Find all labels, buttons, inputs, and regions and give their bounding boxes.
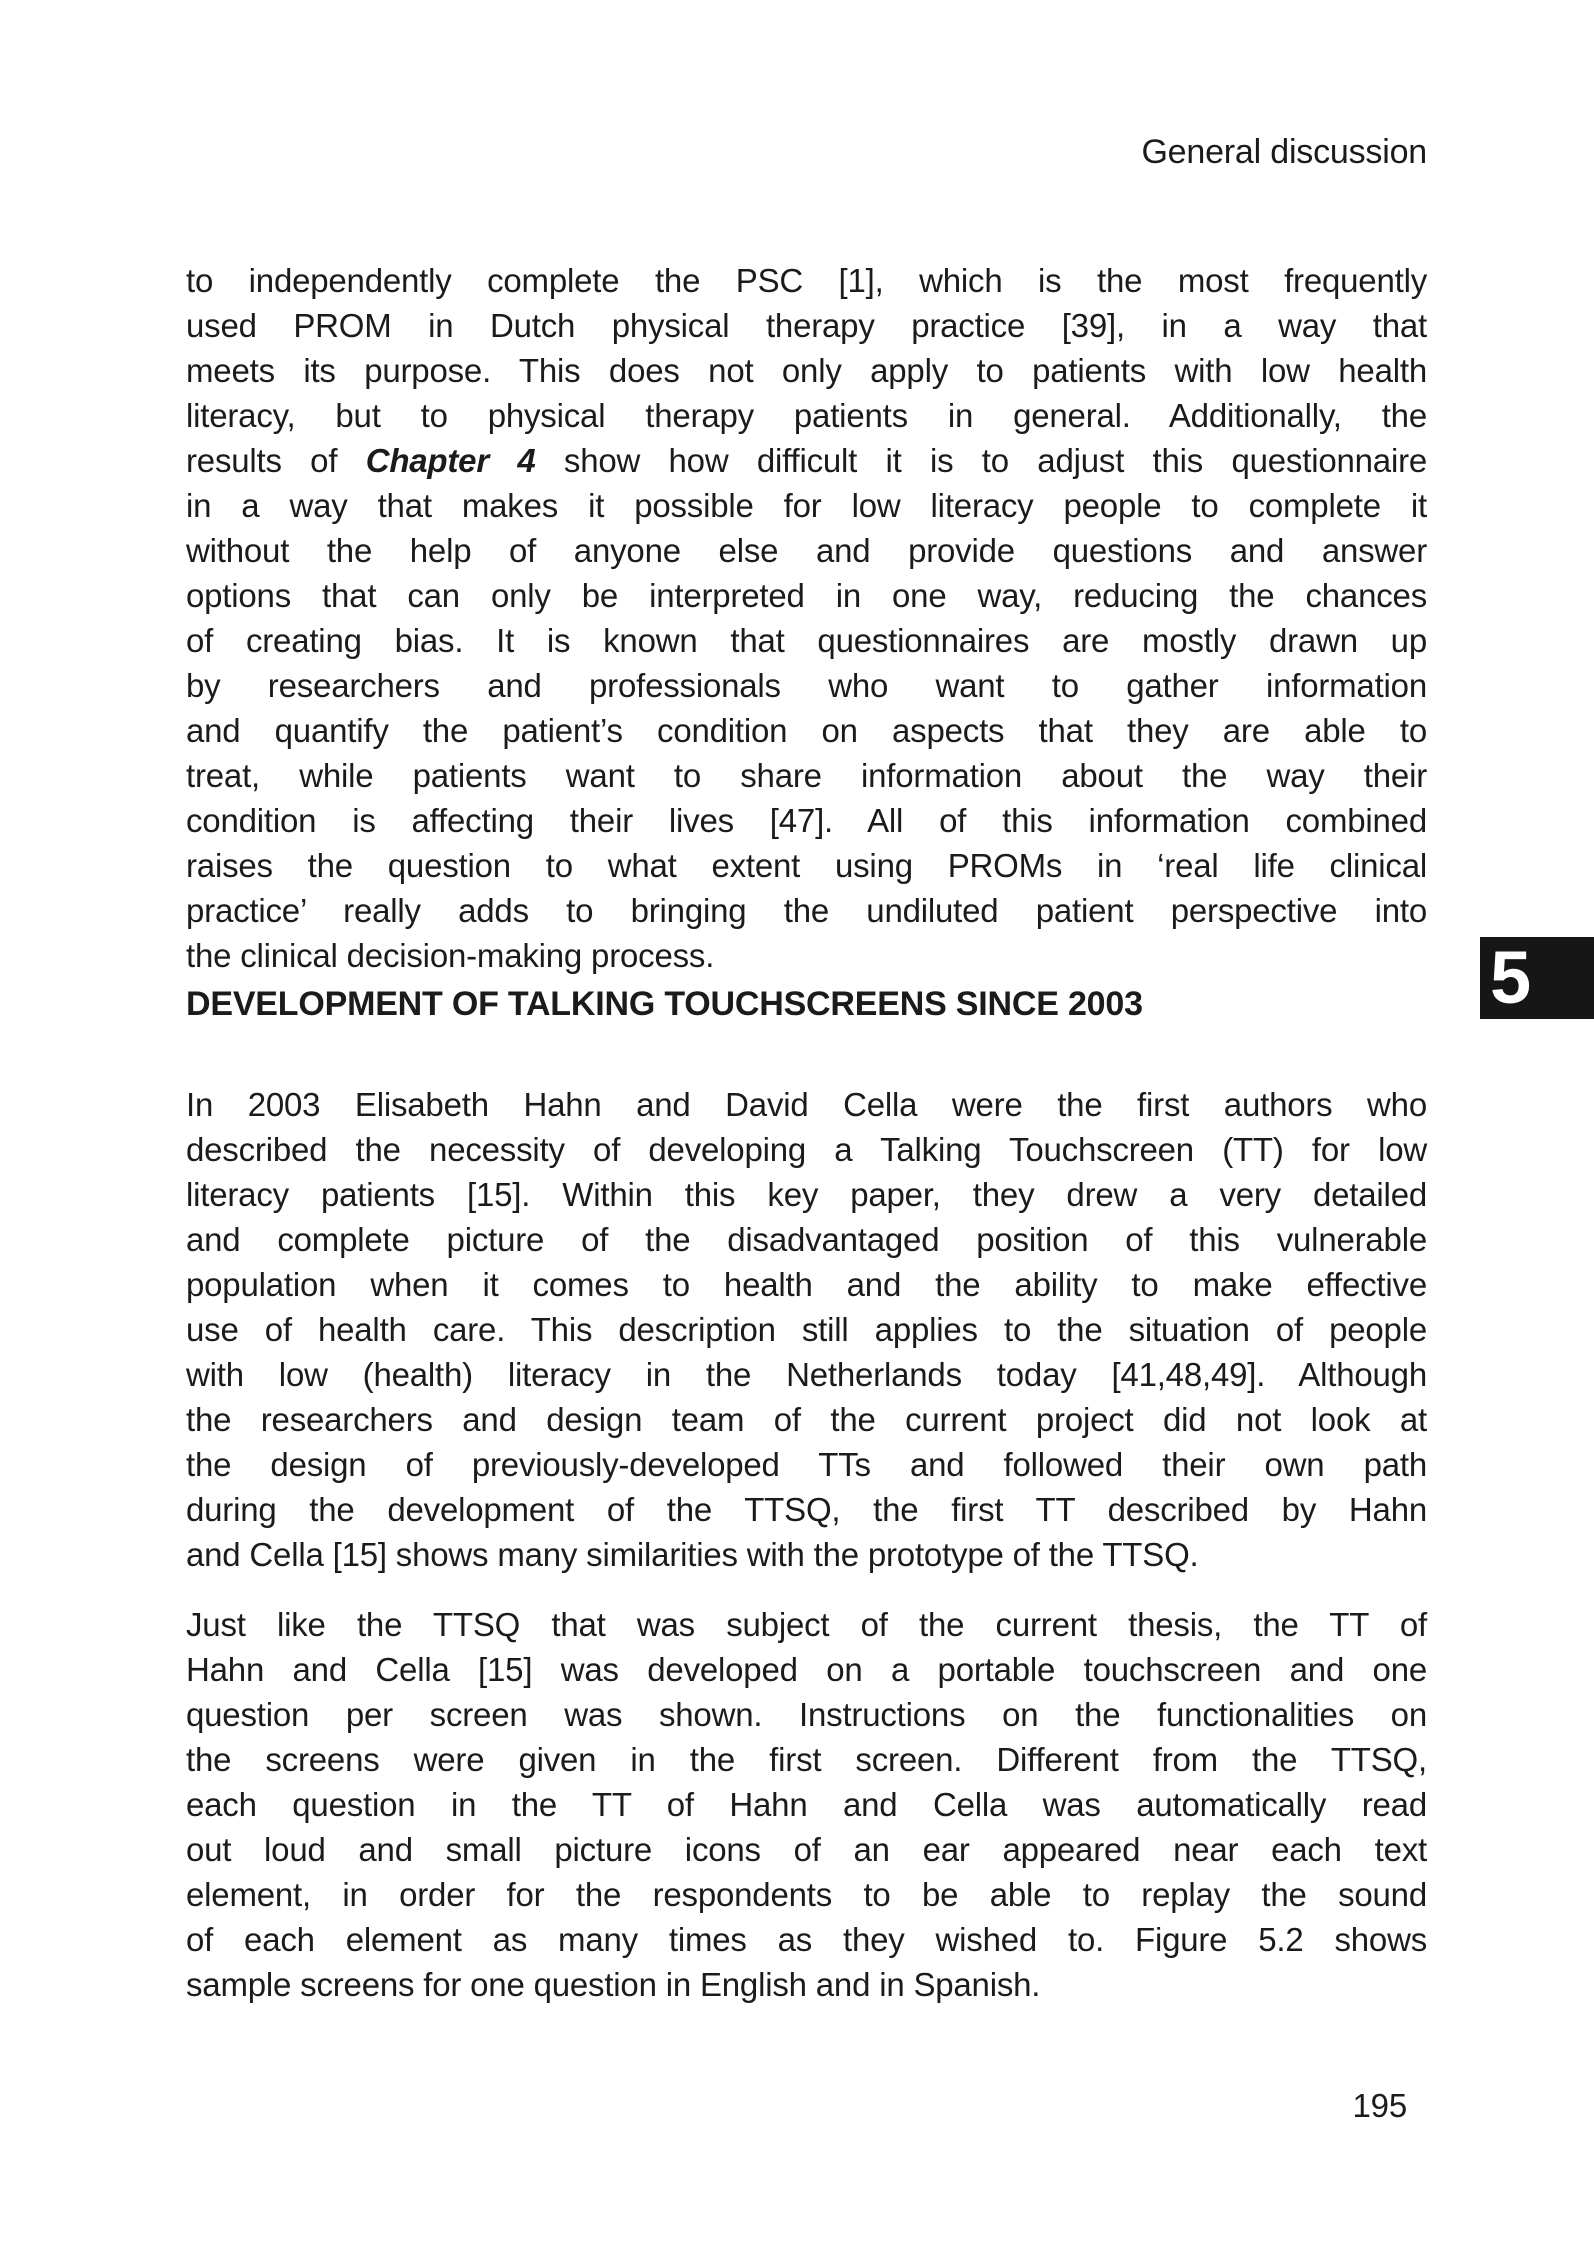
text-line: treat, while patients want to share information about the way their (186, 757, 1427, 794)
text-line: to independently complete the PSC [1], which is the most frequently (186, 262, 1427, 299)
text-line: Just like the TTSQ that was subject of the current thesis, the TT of (186, 1606, 1427, 1643)
text-line: raises the question to what extent using PROMs in ‘real life clinical (186, 847, 1427, 884)
text-line: with low (health) literacy in the Netherlands today [41,48,49]. Although (186, 1356, 1427, 1393)
text-line: results of Chapter 4 show how difficult it is to adjust this questionnaire (186, 442, 1428, 479)
text-line: during the development of the TTSQ, the first TT described by Hahn (186, 1491, 1427, 1528)
chapter-reference: Chapter 4 (365, 442, 536, 479)
chapter-tab-number: 5 (1490, 936, 1532, 1019)
text-line: literacy patients [15]. Within this key paper, they drew a very detailed (186, 1176, 1427, 1213)
text-line: and quantify the patient’s condition on aspects that they are able to (186, 712, 1427, 749)
text-line: question per screen was shown. Instructions on the functionalities on (186, 1696, 1427, 1733)
text-line: by researchers and professionals who want to gather information (186, 667, 1427, 704)
section-heading: DEVELOPMENT OF TALKING TOUCHSCREENS SINCE 2003 (186, 985, 1143, 1023)
text-line: the clinical decision-making process. (186, 937, 715, 974)
text-line: the researchers and design team of the current project did not look at (186, 1401, 1427, 1438)
text-line: and Cella [15] shows many similarities with the prototype of the TTSQ. (186, 1536, 1199, 1573)
paragraph-3 (186, 1602, 1427, 2007)
text-line: element, in order for the respondents to be able to replay the sound (186, 1876, 1427, 1913)
running-header: General discussion (1141, 133, 1427, 171)
text-line: condition is affecting their lives [47]. All of this information combined (186, 802, 1427, 839)
text-line: literacy, but to physical therapy patients in general. Additionally, the (186, 397, 1427, 434)
text-line: sample screens for one question in English and in Spanish. (186, 1966, 1041, 2003)
chapter-tab (1480, 937, 1594, 1019)
text-line: described the necessity of developing a Talking Touchscreen (TT) for low (186, 1131, 1427, 1168)
text-line: options that can only be interpreted in one way, reducing the chances (186, 577, 1427, 614)
text-line: Hahn and Cella [15] was developed on a portable touchscreen and one (186, 1651, 1427, 1688)
text-line: the screens were given in the first screen. Different from the TTSQ, (186, 1741, 1427, 1778)
text-line: of creating bias. It is known that questionnaires are mostly drawn up (186, 622, 1427, 659)
text-line: In 2003 Elisabeth Hahn and David Cella were the first authors who (186, 1086, 1427, 1123)
page-number: 195 (1352, 2087, 1407, 2124)
text-line: practice’ really adds to bringing the undiluted patient perspective into (186, 892, 1427, 929)
text-line: of each element as many times as they wished to. Figure 5.2 shows (186, 1921, 1427, 1958)
text-line: each question in the TT of Hahn and Cella was automatically read (186, 1786, 1427, 1823)
text-line: in a way that makes it possible for low literacy people to complete it (186, 487, 1427, 524)
text-line: and complete picture of the disadvantaged position of this vulnerable (186, 1221, 1427, 1258)
text-line: out loud and small picture icons of an ear appeared near each text (186, 1831, 1427, 1868)
text-line: use of health care. This description still applies to the situation of people (186, 1311, 1427, 1348)
text-line: without the help of anyone else and provide questions and answer (186, 532, 1427, 569)
text-line: the design of previously-developed TTs and followed their own path (186, 1446, 1427, 1483)
text-line: population when it comes to health and the ability to make effective (186, 1266, 1427, 1303)
text-line: meets its purpose. This does not only apply to patients with low health (186, 352, 1427, 389)
paragraph-1 (186, 258, 1427, 978)
text-line: used PROM in Dutch physical therapy practice [39], in a way that (186, 307, 1427, 344)
paragraph-2 (186, 1082, 1427, 1577)
